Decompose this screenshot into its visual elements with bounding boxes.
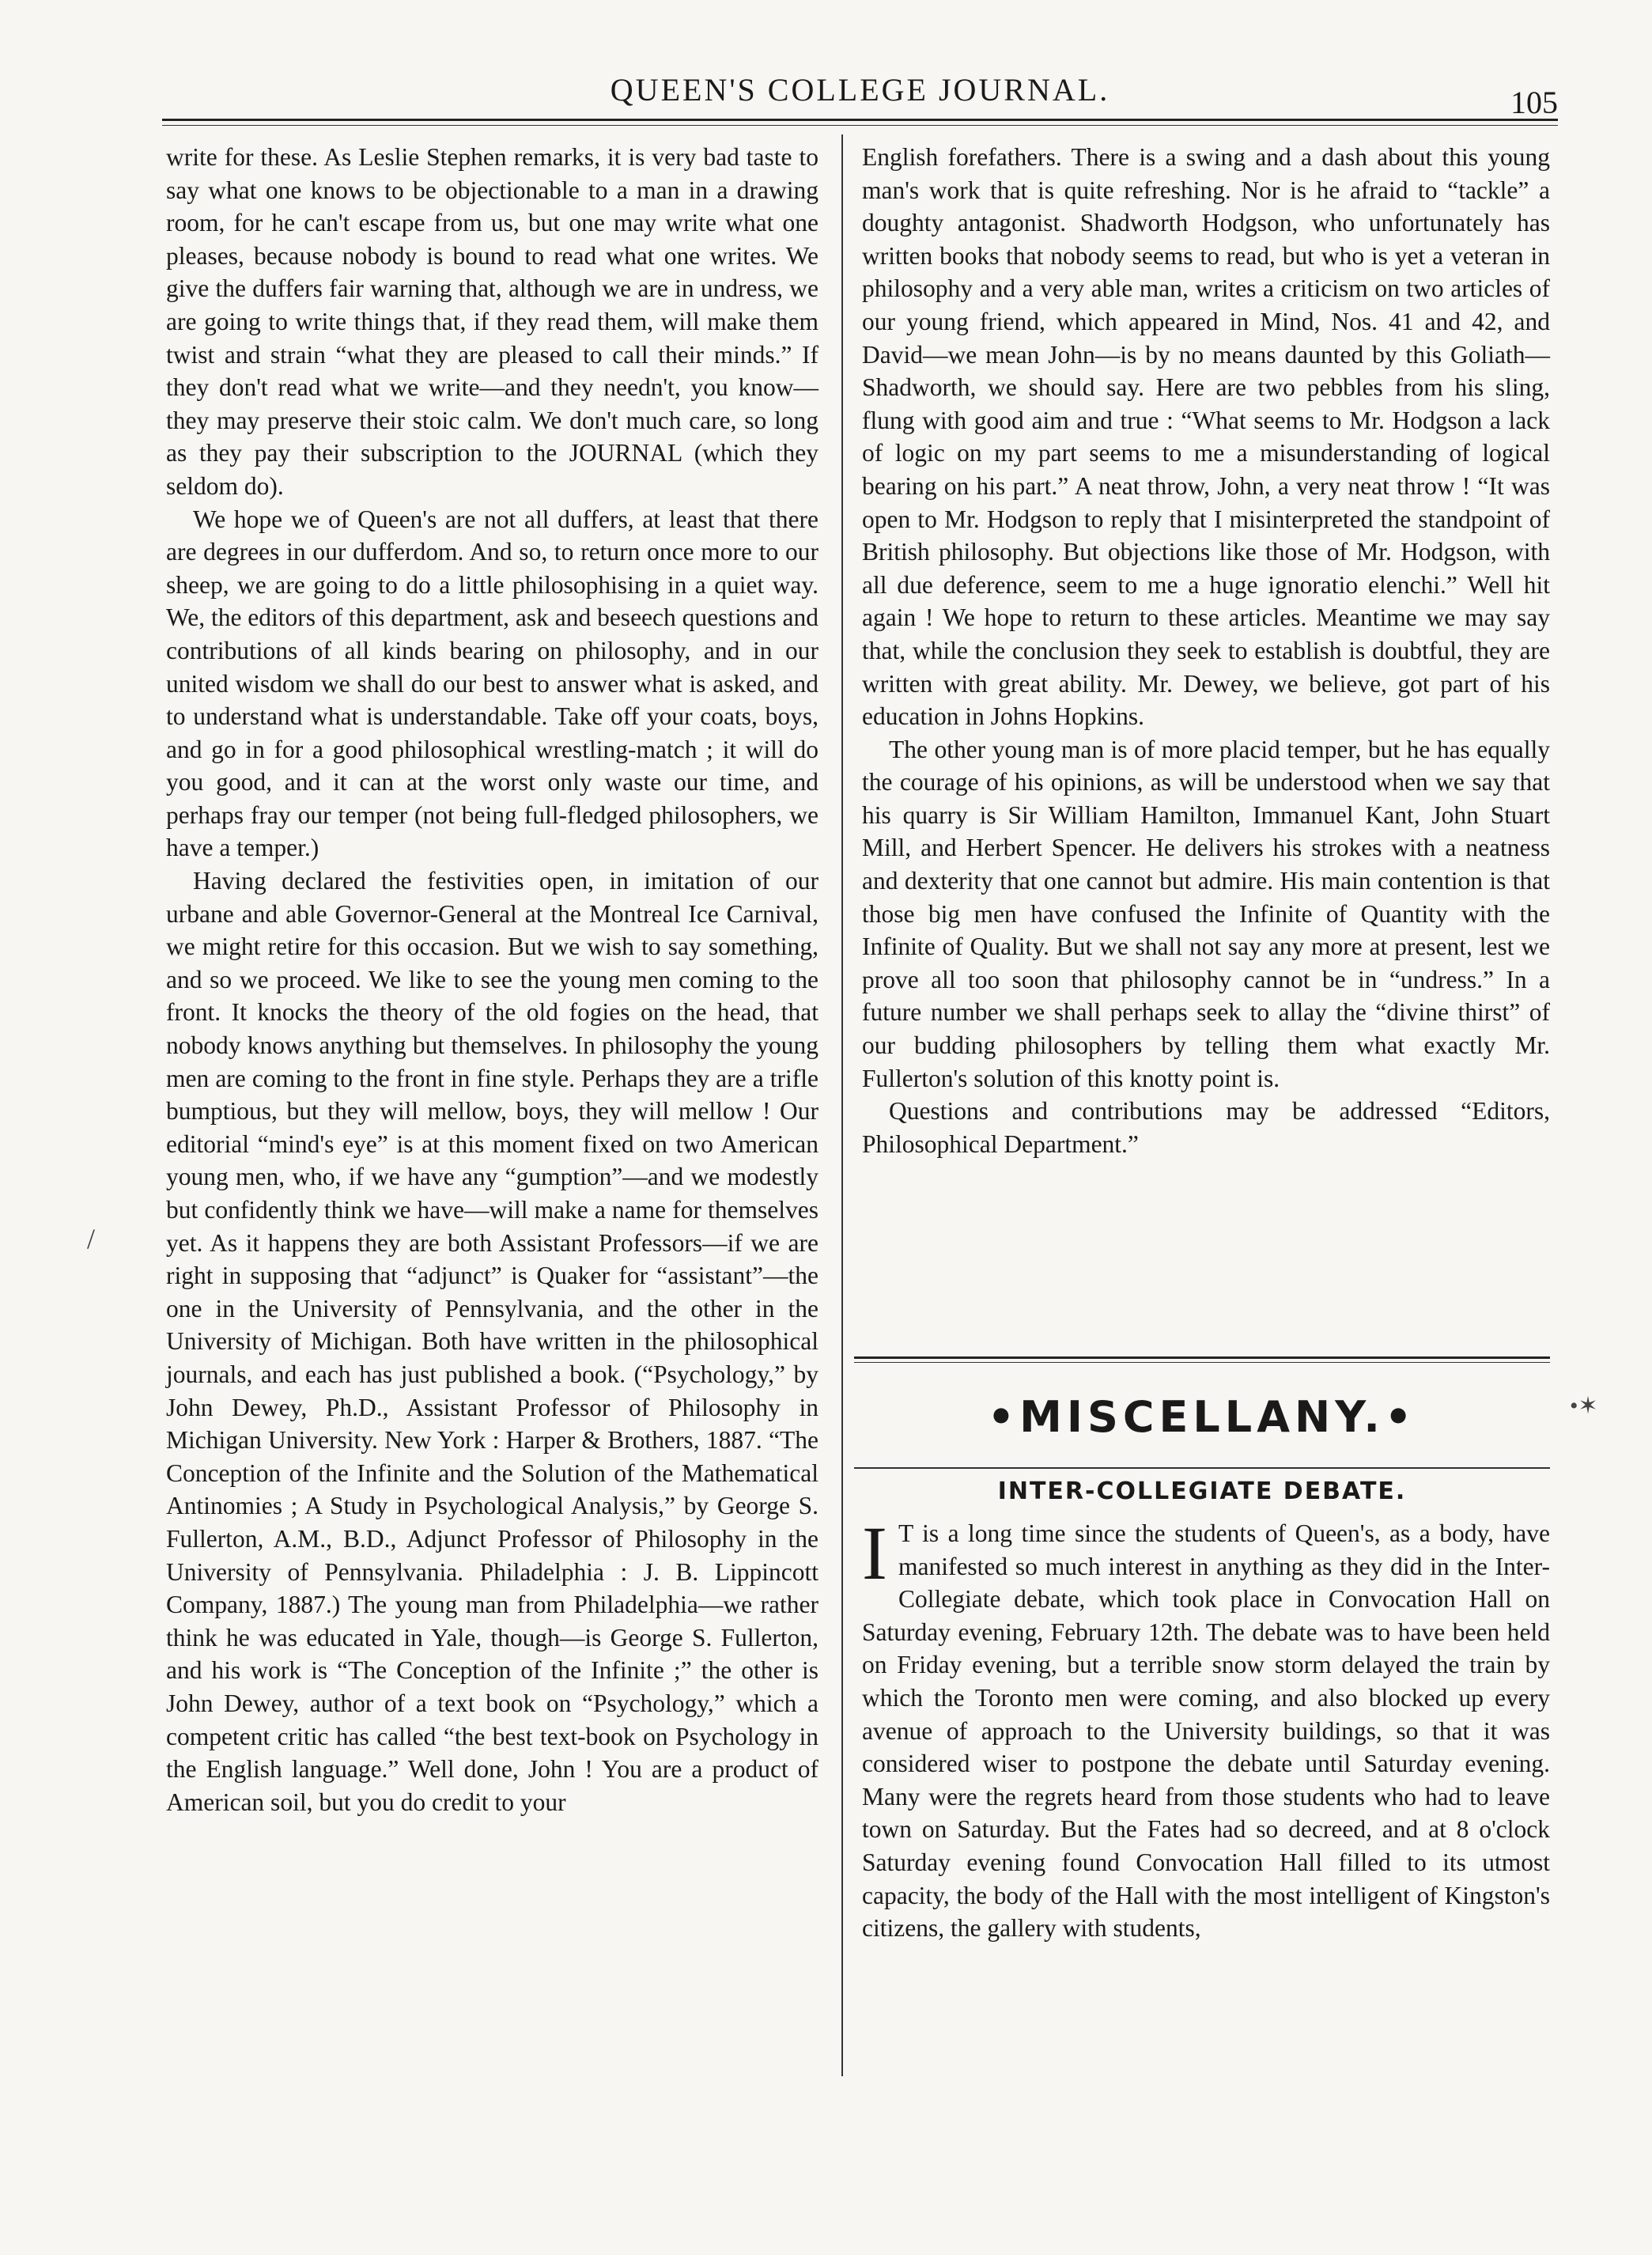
left-paragraph-3: Having declared the festivities open, in imitation of our urbane and able Governor-General at the Montreal Ice Carnival, we might retire for this occasion. But we wish to say something, and so we proceed. We like to see the young men coming to the front. It knocks the theory of the old fogies on the head, that nobody knows anything but themselves. In philosophy the young men are coming to the front in fine style. Perhaps they are a trifle bumptious, but they will mellow, boys, they will mellow ! Our editorial “mind's eye” is at this moment fixed on two American young men, who, if we have any “gumption”—and we modestly but confidently think we have—will make a name for themselves yet. As it happens they are both Assistant Professors—if we are right in supposing that “adjunct” is Quaker for “assistant”—the one in the University of Pennsylvania, and the other in the University of Michigan. Both have written in the philosophical journals, and each has just published a book. (“Psychology,” by John Dewey, Ph.D., Assistant Professor of Philosophy in Michigan University. New York : Harper & Brothers, 1887. “The Conception of the Infinite and the Solution of the Mathematical Antinomies ; A Study in Psychological Analysis,” by George S. Fullerton, A.M., B.D., Adjunct Professor of Philosophy in the University of Pennsylvania. Philadelphia : J. B. Lippincott Company, 1887.) The young man from Philadelphia—we rather think he was educated in Yale, though—is George S. Fullerton, and his work is “The Conception of the Infinite ;” the other is John Dewey, author of a text book on “Psychology,” which a competent critic has called “the best text-book on Psychology in the English language.” Well done, John ! You are a product of American soil, but you do credit to your [166, 867, 818, 1816]
section-rule [854, 1356, 1550, 1359]
journal-title: QUEEN'S COLLEGE JOURNAL. [610, 72, 1110, 108]
right-paragraph-2: The other young man is of more placid temper, but he has equally the courage of his opinions, as will be understood when we say that his quarry is Sir William Hamilton, Immanuel Kant, John Stuart Mill, and Herbert Spencer. He delivers his strokes with a neatness and dexterity that one cannot but admire. His main contention is that those big men have confused the Infinite of Quantity with the Infinite of Quality. But we shall not say any more at present, lest we prove all too soon that philosophy cannot be in “undress.” In a future number we shall perhaps seek to allay the “divine thirst” of our budding philosophers by telling them what exactly Mr. Fullerton's solution of this knotty point is. [862, 735, 1550, 1092]
debate-body: T is a long time since the students of Queen's, as a body, have manifested so much interest in anything as they did in the Inter-Collegiate debate, which took place in Convocation Hall on Saturday evening, February 12th. The debate was to have been held on Friday evening, but a terrible snow storm delayed the train by which the Toronto men were coming, and also blocked up every avenue of approach to the University buildings, so that it was considered wiser to postpone the debate until Saturday evening. Many were the regrets heard from those students who had to leave town on Saturday. But the Fates had so decreed, and at 8 o'clock Saturday evening found Convocation Hall filled to its utmost capacity, the body of the Hall with the most intelligent of Kingston's citizens, the gallery with students, [862, 1519, 1550, 1943]
header-rule [162, 119, 1558, 121]
miscellany-rule [854, 1467, 1550, 1469]
right-paragraph-1: English forefathers. There is a swing and a dash about this young man's work that is quite refreshing. Nor is he afraid to “tackle” a doughty antagonist. Shadworth Hodgson, who unfortunately has written books that nobody seems to read, but who is yet a veteran in philosophy and a very able man, writes a criticism on two articles of our young friend, which appeared in Mind, Nos. 41 and 42, and David—we mean John—is by no means daunted by this Goliath—Shadworth, we should say. Here are two pebbles from his sling, flung with good aim and true : “What seems to Mr. Hodgson a lack of logic on my part seems to me a misunderstanding of logical bearing on his part.” A neat throw, John, a very neat throw ! “It was open to Mr. Hodgson to reply that I misinterpreted the standpoint of British philosophy. But objections like those of Mr. Hodgson, with all due deference, seem to me a huge ignoratio elenchi.” Well hit again ! We hope to return to these articles. Meantime we may say that, while the conclusion they seek to establish is doubtful, they are written with great ability. Mr. Dewey, we believe, got part of his education in Johns Hopkins. [862, 143, 1550, 731]
page-header [162, 63, 1558, 119]
section-rule-thin [854, 1362, 1550, 1363]
page-number: 105 [1510, 85, 1558, 120]
miscellany-heading: •MISCELLANY.• [987, 1392, 1417, 1442]
margin-mark-right: •✶ [1570, 1393, 1598, 1419]
right-paragraph-3: Questions and contributions may be addressed “Editors, Philosophical Department.” [862, 1097, 1550, 1158]
margin-mark-left: / [87, 1223, 96, 1254]
right-column [862, 141, 1550, 1160]
header-rule-thin [162, 125, 1558, 126]
left-paragraph-2: We hope we of Queen's are not all duffers, at least that there are degrees in our dufferdom. And so, to return once more to our sheep, we are going to do a little philosophising in a quiet way. We, the editors of this department, ask and beseech questions and contributions of all kinds bearing on philosophy, and in our united wisdom we shall do our best to answer what is asked, and to understand what is understandable. Take off your coats, boys, and go in for a good philosophical wrestling-match ; it will do you good, and it can at the worst only waste our time, and perhaps fray our temper (not being full-fledged philosophers, we have a temper.) [166, 505, 818, 862]
article-heading: INTER-COLLEGIATE DEBATE. [997, 1477, 1407, 1505]
column-divider [841, 134, 843, 2076]
left-column [166, 141, 818, 1818]
debate-article [862, 1511, 1550, 1945]
drop-cap: I [862, 1511, 887, 1595]
left-paragraph-1: write for these. As Leslie Stephen remarks, it is very bad taste to say what one knows to be objectionable to a man in a drawing room, for he can't escape from us, but one may write what one pleases, because nobody is bound to read what one writes. We give the duffers fair warning that, although we are in undress, we are going to write things that, if they read them, will make them twist and strain “what they are pleased to call their minds.” If they don't read what we write—and they needn't, you know—they may preserve their stoic calm. We don't much care, so long as they pay their subscription to the JOURNAL (which they seldom do). [166, 143, 818, 500]
